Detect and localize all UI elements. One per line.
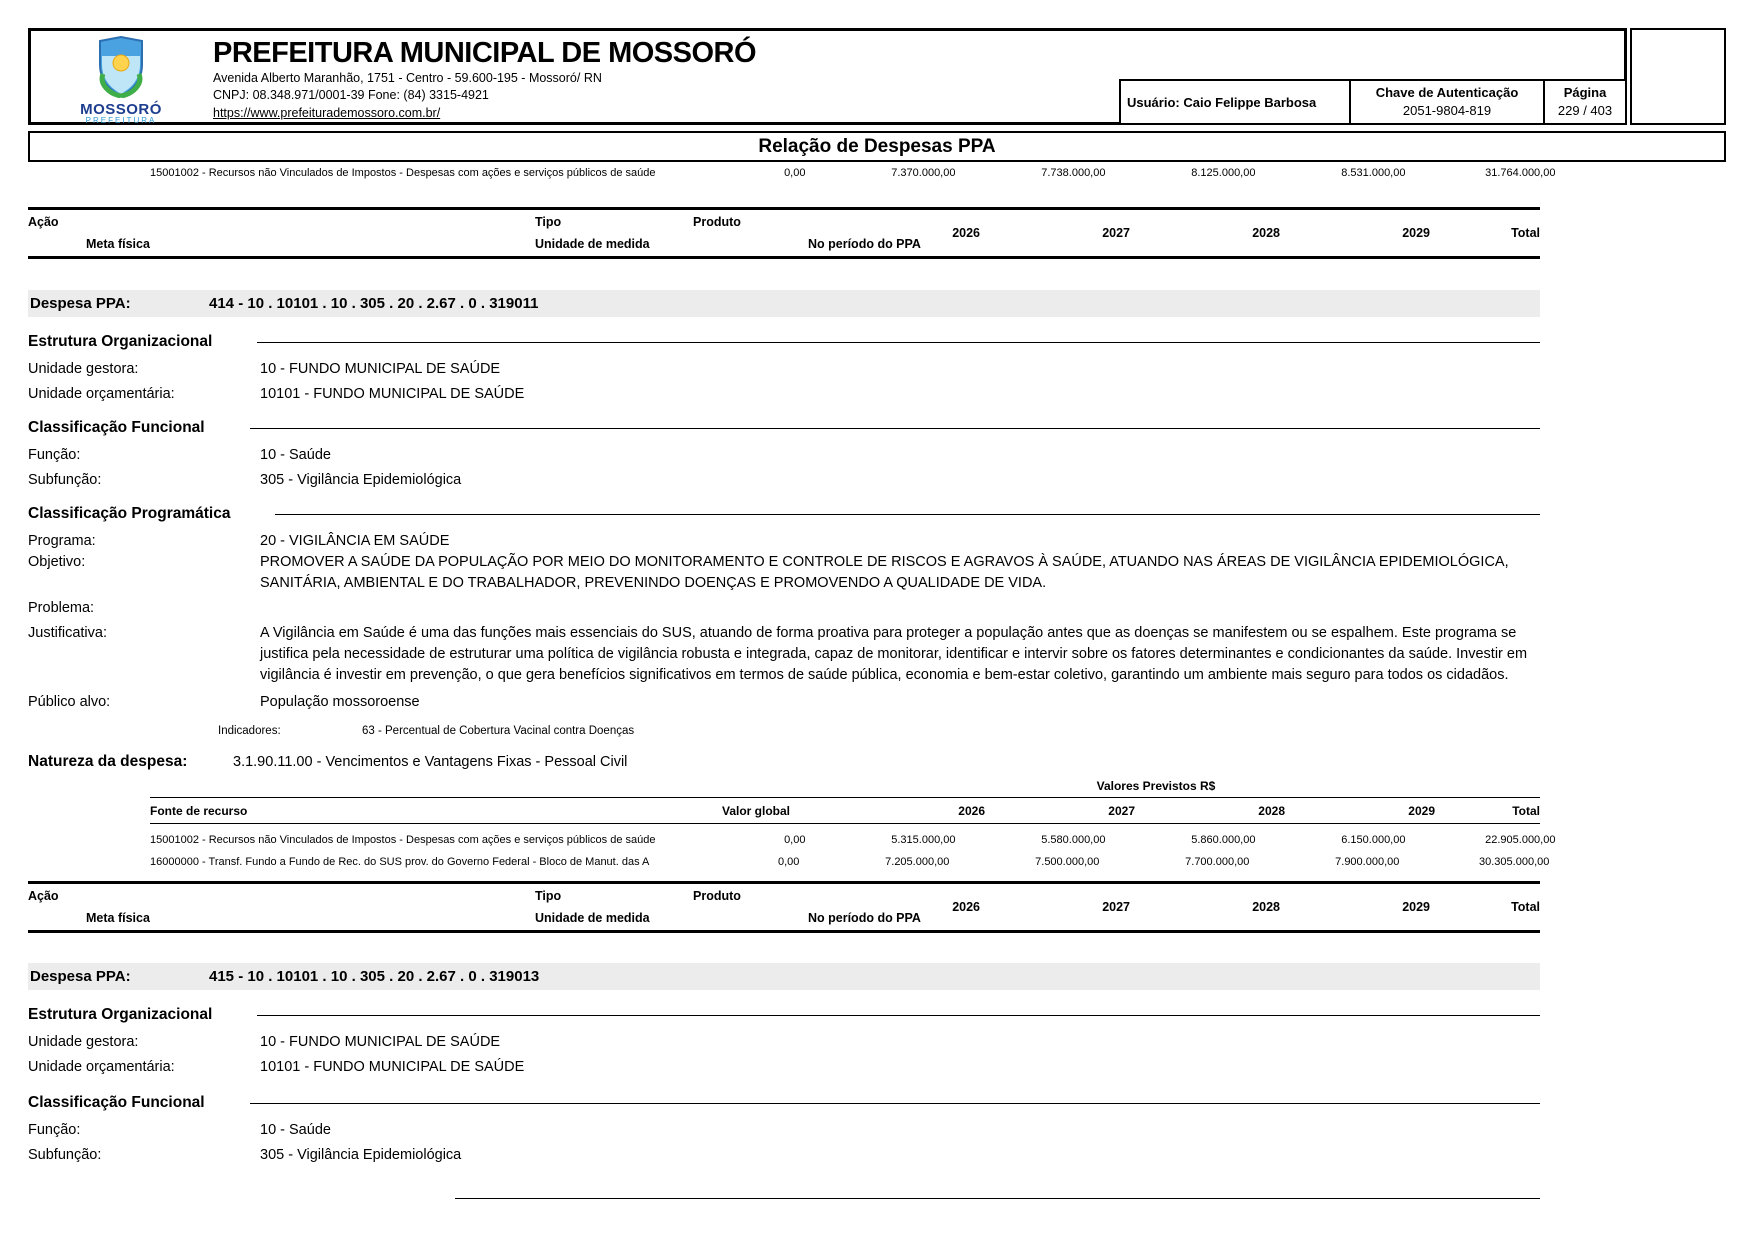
valor-2026: 5.315.000,00: [891, 834, 956, 846]
field-label: Natureza da despesa:: [28, 753, 188, 770]
field-value: 10 - Saúde: [260, 1122, 331, 1138]
field-label: Indicadores:: [218, 725, 281, 737]
field-programa: [28, 531, 1540, 552]
col-2026: 2026: [952, 900, 980, 914]
section-title: Classificação Funcional: [28, 419, 205, 436]
city-crest-icon: [89, 85, 153, 102]
col-periodo-ppa: No período do PPA: [808, 237, 921, 251]
heading-rule: [250, 1103, 1540, 1104]
col-2028: 2028: [1252, 900, 1280, 914]
despesa-ppa-band-414: [28, 290, 1540, 317]
col-total: Total: [1512, 804, 1540, 818]
field-label: Subfunção:: [28, 472, 102, 488]
despesa-ppa-label: Despesa PPA:: [30, 295, 131, 312]
section-classificacao-programatica: [28, 503, 1540, 525]
logo-name: MOSSORÓ: [80, 101, 162, 118]
field-label: Público alvo:: [28, 694, 111, 710]
valor-total: 30.305.000,00: [1479, 856, 1550, 868]
fonte-descricao: 15001002 - Recursos não Vinculados de Impostos - Despesas com ações e serviços públicos de saúde: [150, 167, 656, 179]
auth-key-value: 2051-9804-819: [1402, 103, 1492, 118]
org-address: Avenida Alberto Maranhão, 1751 - Centro - 59.600-195 - Mossoró/ RN: [213, 71, 602, 85]
col-tipo: Tipo: [535, 215, 562, 229]
field-value: 10101 - FUNDO MUNICIPAL DE SAÚDE: [260, 386, 525, 402]
col-produto: Produto: [693, 215, 741, 229]
col-tipo: Tipo: [535, 889, 562, 903]
field-value: 10 - FUNDO MUNICIPAL DE SAÚDE: [260, 361, 501, 377]
section-title: Estrutura Organizacional: [28, 333, 213, 350]
page-cell: [1543, 81, 1625, 123]
heading-rule: [250, 428, 1540, 429]
field-subfuncao: [28, 470, 1540, 491]
valor-total: 22.905.000,00: [1485, 834, 1556, 846]
col-2029: 2029: [1402, 226, 1430, 240]
valor-2028: 5.860.000,00: [1191, 834, 1256, 846]
col-unidade-medida: Unidade de medida: [535, 911, 650, 925]
valor-2027: 5.580.000,00: [1041, 834, 1106, 846]
despesa-ppa-label: Despesa PPA:: [30, 968, 131, 985]
section-title: Classificação Funcional: [28, 1094, 205, 1111]
field-label: Programa:: [28, 533, 96, 549]
valores-previstos-table: [150, 797, 1556, 877]
field-value: 63 - Percentual de Cobertura Vacinal contra Doenças: [362, 725, 635, 737]
col-valor-global: Valor global: [721, 804, 790, 818]
valor-global: 0,00: [784, 167, 806, 179]
col-acao: Ação: [28, 889, 59, 903]
field-subfuncao: [28, 1145, 1540, 1166]
valores-table-header: [150, 798, 1540, 824]
valor-2029: 6.150.000,00: [1341, 834, 1406, 846]
heading-rule: [257, 342, 1540, 343]
col-unidade-medida: Unidade de medida: [535, 237, 650, 251]
field-label: Unidade orçamentária:: [28, 386, 175, 402]
col-meta-fisica: Meta física: [86, 237, 150, 251]
field-publico-alvo: [28, 692, 1540, 713]
despesa-ppa-code: 414 - 10 . 10101 . 10 . 305 . 20 . 2.67 . 0 . 319011: [209, 295, 539, 312]
col-2026: 2026: [958, 804, 985, 818]
org-identification: [213, 36, 756, 122]
page-number: 229 / 403: [1557, 103, 1613, 118]
field-value: População mossoroense: [260, 694, 420, 710]
field-value: 20 - VIGILÂNCIA EM SAÚDE: [260, 533, 450, 549]
valor-global: 0,00: [777, 856, 800, 868]
field-unidade-orcamentaria: [28, 384, 1540, 405]
field-justificativa: [28, 623, 1540, 686]
col-2027: 2027: [1102, 900, 1130, 914]
section-classificacao-funcional: [28, 417, 1540, 439]
despesa-ppa-band-415: [28, 963, 1540, 990]
org-website-link[interactable]: https://www.prefeiturademossoro.com.br/: [213, 106, 441, 120]
report-title: Relação de Despesas PPA: [28, 131, 1726, 162]
col-total: Total: [1511, 900, 1540, 914]
section-estrutura-organizacional: [28, 331, 1540, 353]
header-meta-table: [1119, 79, 1625, 123]
field-label: Justificativa:: [28, 625, 107, 641]
table-row: [150, 846, 1550, 877]
col-years: [830, 226, 1430, 240]
valores-previstos-caption: Valores Previstos R$: [1096, 779, 1216, 793]
auth-key-cell: [1349, 81, 1543, 123]
header: [28, 28, 1627, 125]
col-2028: 2028: [1252, 226, 1280, 240]
org-cnpj-phone: CNPJ: 08.348.971/0001-39 Fone: (84) 3315-4921: [213, 88, 489, 102]
valor-total: 31.764.000,00: [1485, 167, 1556, 179]
section-classificacao-funcional: [28, 1092, 1540, 1114]
col-fonte-recurso: Fonte de recurso: [150, 804, 248, 818]
field-label: Problema:: [28, 600, 95, 616]
field-value: A Vigilância em Saúde é uma das funções mais essenciais do SUS, atuando de forma proativa para proteger a população antes que as doenças se manifestem ou se espalhem. Este programa se justifica pela necessidade de estruturar uma política de vigilância robusta e integrada, capaz de monitorar, identificar e intervir sobre os fatores determinantes e condicionantes da saúde. Investir em vigilância é investir em prevenção, o que gera benefícios significativos em termos de saúde pública, economia e bem-estar coletivo, garantindo um ambiente mais seguro para todos os cidadãos.: [260, 625, 1528, 683]
col-periodo-ppa: No período do PPA: [808, 911, 921, 925]
col-meta-fisica: Meta física: [86, 911, 150, 925]
field-funcao: [28, 1120, 1540, 1141]
logo-subtitle: PREFEITURA: [85, 116, 157, 125]
valor-2028: 8.125.000,00: [1191, 167, 1256, 179]
despesa-ppa-code: 415 - 10 . 10101 . 10 . 305 . 20 . 2.67 . 0 . 319013: [209, 968, 540, 985]
field-value: 305 - Vigilância Epidemiológica: [260, 1147, 462, 1163]
field-unidade-orcamentaria: [28, 1057, 1540, 1078]
org-name: PREFEITURA MUNICIPAL DE MOSSORÓ: [213, 37, 757, 69]
col-acao: Ação: [28, 215, 59, 229]
auth-key-label: Chave de Autenticação: [1375, 85, 1519, 100]
page-label: Página: [1563, 85, 1607, 100]
field-label: Unidade gestora:: [28, 361, 139, 377]
table-row: [150, 824, 1556, 846]
header-side-box: [1630, 28, 1726, 125]
field-funcao: [28, 445, 1540, 466]
field-unidade-gestora: [28, 1032, 1540, 1053]
table-row-carryover: [28, 167, 1556, 187]
valor-2026: 7.205.000,00: [885, 856, 950, 868]
section-estrutura-organizacional: [28, 1004, 1540, 1026]
field-natureza-despesa: [28, 753, 1540, 771]
col-years: [830, 900, 1430, 914]
col-2029: 2029: [1402, 900, 1430, 914]
col-2027: 2027: [1108, 804, 1135, 818]
acao-table-header: [28, 207, 1540, 259]
heading-rule: [275, 514, 1540, 515]
col-2027: 2027: [1102, 226, 1130, 240]
field-problema: [28, 598, 1540, 619]
section-title: Estrutura Organizacional: [28, 1006, 213, 1023]
field-value: 10101 - FUNDO MUNICIPAL DE SAÚDE: [260, 1059, 525, 1075]
field-value: [260, 598, 1540, 619]
field-unidade-gestora: [28, 359, 1540, 380]
valor-2028: 7.700.000,00: [1185, 856, 1250, 868]
fonte-descricao: 15001002 - Recursos não Vinculados de Impostos - Despesas com ações e serviços públicos de saúde: [150, 834, 656, 846]
heading-rule: [257, 1015, 1540, 1016]
next-section-rule: [455, 1198, 1540, 1199]
col-produto: Produto: [693, 889, 741, 903]
col-total: Total: [1511, 226, 1540, 240]
col-2026: 2026: [952, 226, 980, 240]
col-2028: 2028: [1258, 804, 1285, 818]
field-objetivo: [28, 552, 1540, 594]
city-logo: [41, 36, 201, 125]
valor-2027: 7.738.000,00: [1041, 167, 1106, 179]
valor-global: 0,00: [784, 834, 806, 846]
field-value: PROMOVER A SAÚDE DA POPULAÇÃO POR MEIO DO MONITORAMENTO E CONTROLE DE RISCOS E AGRAVOS À SAÚDE, ATUANDO NAS ÁREAS DE VIGILÂNCIA EPIDEMIOLÓGICA, SANITÁRIA, AMBIENTAL E DO TRABALHADOR, PREVENINDO DOENÇAS E PROMOVENDO A QUALIDADE DE VIDA.: [260, 554, 1509, 591]
valor-2027: 7.500.000,00: [1035, 856, 1100, 868]
section-title: Classificação Programática: [28, 505, 231, 522]
field-label: Função:: [28, 447, 81, 463]
field-value: 305 - Vigilância Epidemiológica: [260, 472, 462, 488]
col-2029: 2029: [1408, 804, 1435, 818]
acao-table-header: [28, 881, 1540, 933]
field-value: 10 - FUNDO MUNICIPAL DE SAÚDE: [260, 1034, 501, 1050]
field-value: 10 - Saúde: [260, 447, 331, 463]
field-label: Objetivo:: [28, 554, 86, 570]
valor-2029: 8.531.000,00: [1341, 167, 1406, 179]
field-indicadores: [28, 725, 1540, 737]
field-label: Unidade gestora:: [28, 1034, 139, 1050]
user-name: Usuário: Caio Felippe Barbosa: [1127, 94, 1317, 110]
field-label: Subfunção:: [28, 1147, 102, 1163]
field-label: Unidade orçamentária:: [28, 1059, 175, 1075]
field-value: 3.1.90.11.00 - Vencimentos e Vantagens Fixas - Pessoal Civil: [233, 754, 628, 770]
field-label: Função:: [28, 1122, 81, 1138]
valor-2029: 7.900.000,00: [1335, 856, 1400, 868]
report-body: [28, 167, 1556, 1199]
fonte-descricao: 16000000 - Transf. Fundo a Fundo de Rec. do SUS prov. do Governo Federal - Bloco de Manut. das A: [150, 856, 650, 868]
valor-2026: 7.370.000,00: [891, 167, 956, 179]
